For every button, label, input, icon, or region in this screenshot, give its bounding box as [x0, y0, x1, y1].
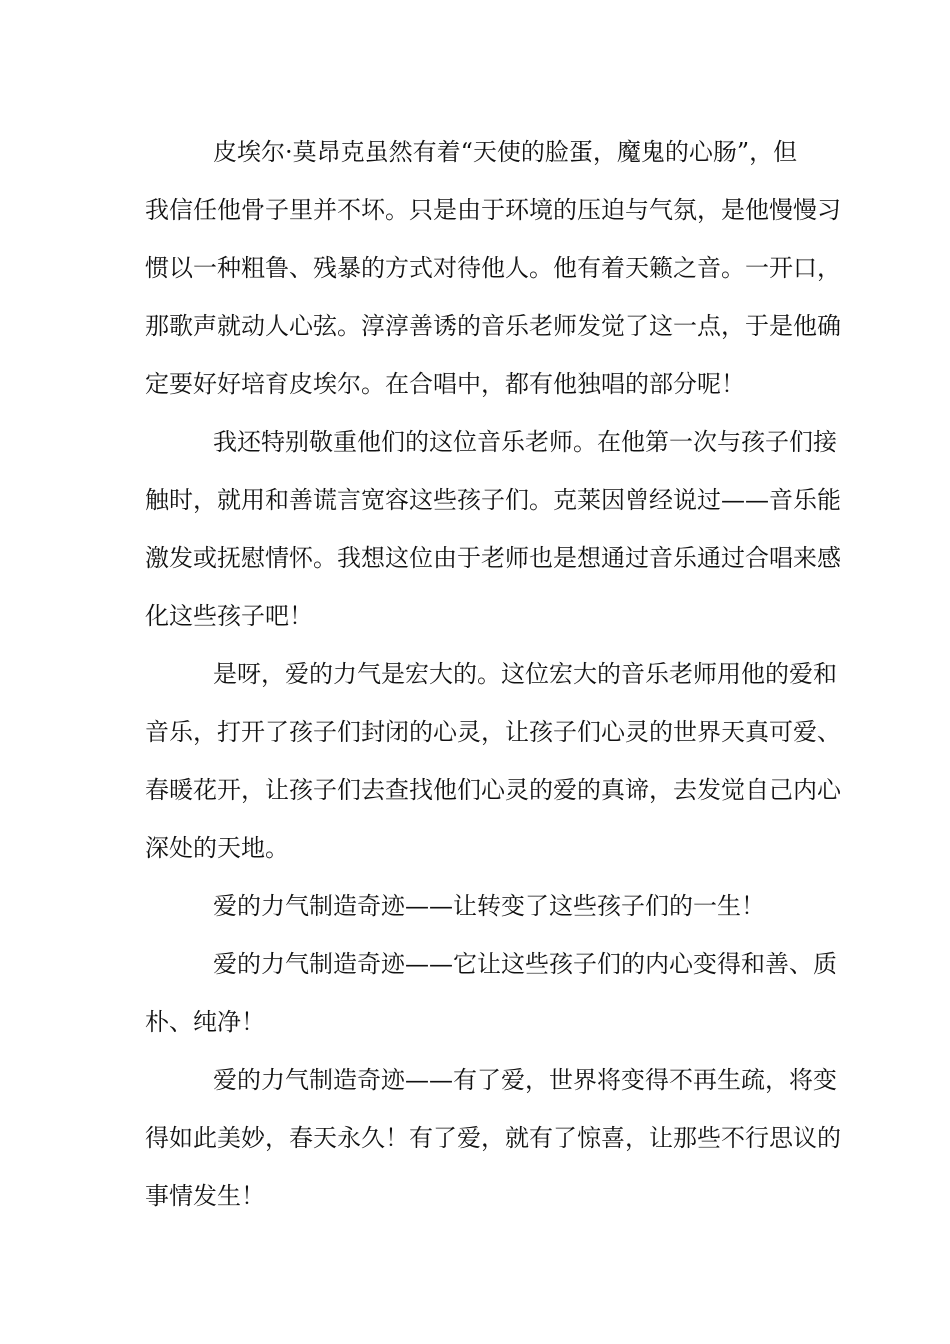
paragraph-line: 化这些孩子吧！	[145, 602, 313, 630]
paragraph-4	[145, 877, 815, 935]
paragraph-line: 事情发生！	[145, 1182, 265, 1210]
essay-body	[145, 123, 841, 1225]
paragraph-6	[145, 1051, 841, 1225]
paragraph-line: 爱的力气制造奇迹——有了爱，世界将变得不再生疏，将变	[213, 1066, 837, 1094]
paragraph-line: 那歌声就动人心弦。淳淳善诱的音乐老师发觉了这一点，于是他确	[145, 312, 841, 340]
paragraph-line: 朴、纯净！	[145, 1008, 265, 1036]
paragraph-line: 得如此美妙，春天永久！有了爱，就有了惊喜，让那些不行思议的	[145, 1124, 841, 1152]
paragraph-line: 我信任他骨子里并不坏。只是由于环境的压迫与气氛，是他慢慢习	[145, 196, 841, 224]
paragraph-line: 定要好好培育皮埃尔。在合唱中，都有他独唱的部分呢！	[145, 370, 745, 398]
paragraph-1	[145, 123, 841, 413]
paragraph-3	[145, 645, 841, 877]
paragraph-line: 是呀，爱的力气是宏大的。这位宏大的音乐老师用他的爱和	[213, 660, 837, 688]
paragraph-line: 激发或抚慰情怀。我想这位由于老师也是想通过音乐通过合唱来感	[145, 544, 841, 572]
paragraph-5	[145, 935, 837, 1051]
paragraph-line: 皮埃尔·莫昂克虽然有着“天使的脸蛋，魔鬼的心肠”，但	[213, 138, 798, 166]
paragraph-line: 深处的天地。	[145, 834, 289, 862]
paragraph-line: 我还特别敬重他们的这位音乐老师。在他第一次与孩子们接	[213, 428, 837, 456]
paragraph-line: 惯以一种粗鲁、残暴的方式对待他人。他有着天籁之音。一开口，	[145, 254, 841, 282]
paragraph-line: 春暖花开，让孩子们去查找他们心灵的爱的真谛，去发觉自己内心	[145, 776, 841, 804]
paragraph-line: 音乐，打开了孩子们封闭的心灵，让孩子们心灵的世界天真可爱、	[145, 718, 841, 746]
paragraph-line: 爱的力气制造奇迹——它让这些孩子们的内心变得和善、质	[213, 950, 837, 978]
paragraph-2	[145, 413, 841, 645]
paragraph-line: 触时，就用和善谎言宽容这些孩子们。克莱因曾经说过——音乐能	[145, 486, 841, 514]
paragraph-line: 爱的力气制造奇迹——让转变了这些孩子们的一生！	[213, 892, 765, 920]
